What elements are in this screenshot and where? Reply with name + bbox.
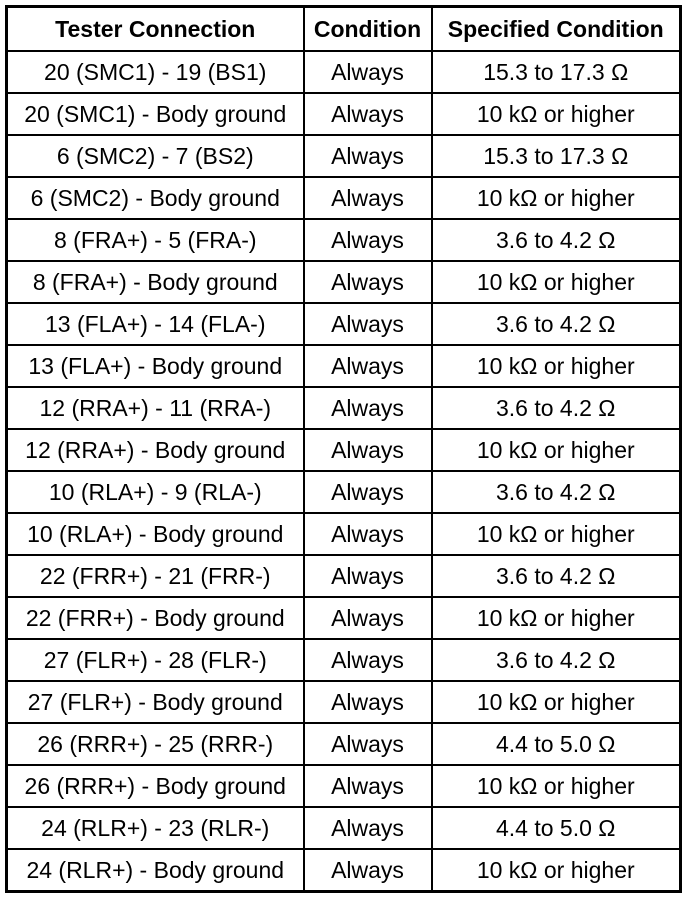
table-row xyxy=(7,471,681,513)
condition-cell: Always xyxy=(304,345,432,387)
specified-condition-cell: 10 kΩ or higher xyxy=(432,765,681,807)
specified-condition-cell: 10 kΩ or higher xyxy=(432,429,681,471)
condition-cell: Always xyxy=(304,471,432,513)
specified-condition-cell: 10 kΩ or higher xyxy=(432,597,681,639)
tester-connection-cell: 24 (RLR+) - Body ground xyxy=(7,849,304,892)
tester-connection-cell: 27 (FLR+) - 28 (FLR-) xyxy=(7,639,304,681)
condition-cell: Always xyxy=(304,219,432,261)
specified-condition-cell: 10 kΩ or higher xyxy=(432,513,681,555)
header-condition: Condition xyxy=(304,7,432,52)
table-row xyxy=(7,681,681,723)
condition-cell: Always xyxy=(304,513,432,555)
specified-condition-cell: 3.6 to 4.2 Ω xyxy=(432,639,681,681)
table-row xyxy=(7,807,681,849)
tester-connection-cell: 20 (SMC1) - Body ground xyxy=(7,93,304,135)
table-row xyxy=(7,513,681,555)
specified-condition-cell: 3.6 to 4.2 Ω xyxy=(432,555,681,597)
table-row xyxy=(7,387,681,429)
tester-connection-cell: 8 (FRA+) - 5 (FRA-) xyxy=(7,219,304,261)
table-row xyxy=(7,849,681,892)
tester-connection-cell: 27 (FLR+) - Body ground xyxy=(7,681,304,723)
header-tester-connection: Tester Connection xyxy=(7,7,304,52)
table-row xyxy=(7,429,681,471)
tester-connection-cell: 20 (SMC1) - 19 (BS1) xyxy=(7,51,304,93)
specified-condition-cell: 4.4 to 5.0 Ω xyxy=(432,723,681,765)
condition-cell: Always xyxy=(304,807,432,849)
table-row xyxy=(7,639,681,681)
specified-condition-cell: 10 kΩ or higher xyxy=(432,345,681,387)
condition-cell: Always xyxy=(304,303,432,345)
table-row xyxy=(7,51,681,93)
condition-cell: Always xyxy=(304,429,432,471)
table-row xyxy=(7,765,681,807)
spec-table-container xyxy=(5,5,682,893)
tester-connection-cell: 26 (RRR+) - Body ground xyxy=(7,765,304,807)
table-row xyxy=(7,723,681,765)
condition-cell: Always xyxy=(304,597,432,639)
table-row xyxy=(7,597,681,639)
tester-connection-cell: 13 (FLA+) - 14 (FLA-) xyxy=(7,303,304,345)
specified-condition-cell: 3.6 to 4.2 Ω xyxy=(432,303,681,345)
tester-connection-cell: 26 (RRR+) - 25 (RRR-) xyxy=(7,723,304,765)
tester-connection-cell: 24 (RLR+) - 23 (RLR-) xyxy=(7,807,304,849)
tester-connection-cell: 22 (FRR+) - Body ground xyxy=(7,597,304,639)
tester-connection-cell: 13 (FLA+) - Body ground xyxy=(7,345,304,387)
table-row xyxy=(7,555,681,597)
table-body xyxy=(7,51,681,892)
table-row xyxy=(7,177,681,219)
table-row xyxy=(7,303,681,345)
tester-connection-cell: 22 (FRR+) - 21 (FRR-) xyxy=(7,555,304,597)
specified-condition-cell: 3.6 to 4.2 Ω xyxy=(432,219,681,261)
condition-cell: Always xyxy=(304,387,432,429)
specified-condition-cell: 10 kΩ or higher xyxy=(432,261,681,303)
table-header-row xyxy=(7,7,681,52)
condition-cell: Always xyxy=(304,261,432,303)
table-row xyxy=(7,135,681,177)
specified-condition-cell: 4.4 to 5.0 Ω xyxy=(432,807,681,849)
specified-condition-cell: 3.6 to 4.2 Ω xyxy=(432,471,681,513)
tester-connection-cell: 10 (RLA+) - 9 (RLA-) xyxy=(7,471,304,513)
tester-connection-cell: 6 (SMC2) - Body ground xyxy=(7,177,304,219)
table-row xyxy=(7,93,681,135)
specified-condition-cell: 10 kΩ or higher xyxy=(432,681,681,723)
specified-condition-cell: 3.6 to 4.2 Ω xyxy=(432,387,681,429)
condition-cell: Always xyxy=(304,555,432,597)
specified-condition-cell: 10 kΩ or higher xyxy=(432,849,681,892)
condition-cell: Always xyxy=(304,93,432,135)
table-row xyxy=(7,261,681,303)
table-row xyxy=(7,345,681,387)
condition-cell: Always xyxy=(304,51,432,93)
condition-cell: Always xyxy=(304,849,432,892)
header-specified-condition: Specified Condition xyxy=(432,7,681,52)
tester-connection-cell: 10 (RLA+) - Body ground xyxy=(7,513,304,555)
tester-connection-cell: 12 (RRA+) - 11 (RRA-) xyxy=(7,387,304,429)
condition-cell: Always xyxy=(304,723,432,765)
condition-cell: Always xyxy=(304,765,432,807)
condition-cell: Always xyxy=(304,177,432,219)
tester-connection-cell: 12 (RRA+) - Body ground xyxy=(7,429,304,471)
condition-cell: Always xyxy=(304,639,432,681)
table-row xyxy=(7,219,681,261)
tester-connection-cell: 6 (SMC2) - 7 (BS2) xyxy=(7,135,304,177)
condition-cell: Always xyxy=(304,135,432,177)
specified-condition-cell: 10 kΩ or higher xyxy=(432,177,681,219)
specified-condition-cell: 15.3 to 17.3 Ω xyxy=(432,135,681,177)
resistance-spec-table xyxy=(5,5,682,893)
specified-condition-cell: 10 kΩ or higher xyxy=(432,93,681,135)
condition-cell: Always xyxy=(304,681,432,723)
specified-condition-cell: 15.3 to 17.3 Ω xyxy=(432,51,681,93)
tester-connection-cell: 8 (FRA+) - Body ground xyxy=(7,261,304,303)
